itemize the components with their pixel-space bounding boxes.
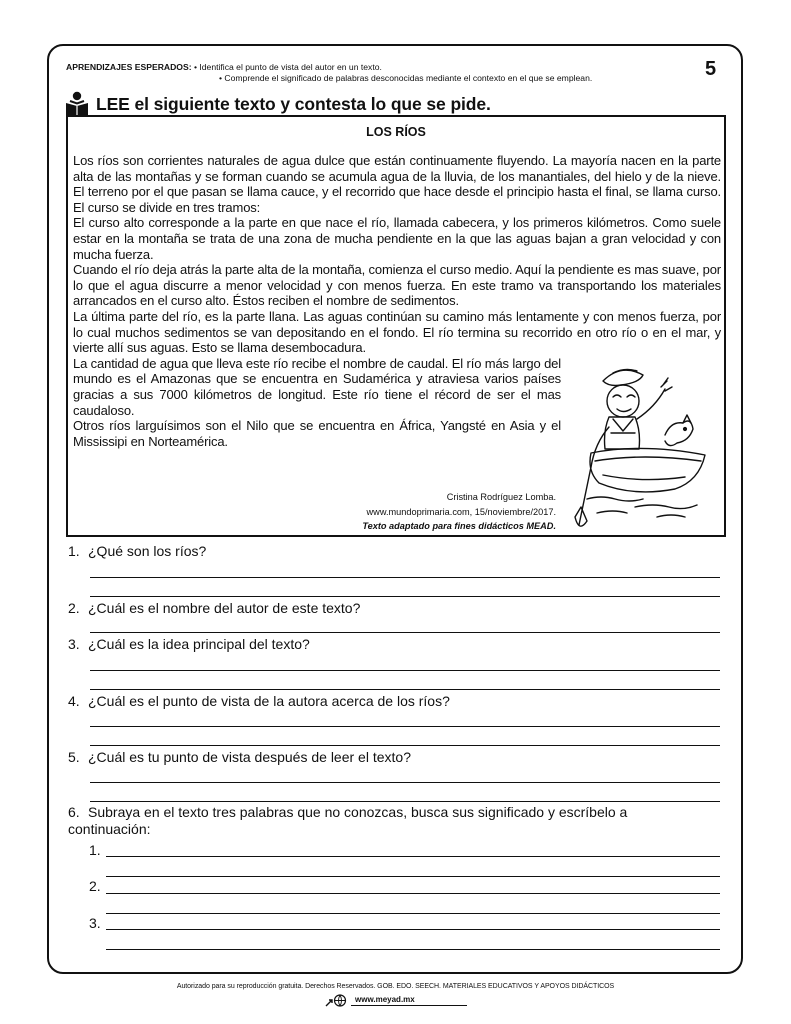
answer-line[interactable] [90, 577, 720, 578]
question-number: 5. [68, 749, 80, 765]
paragraph: Los ríos son corrientes naturales de agua dulce que están continuamente fluyendo. La mayoría nacen en la parte alta de las montañas y se forman cuando se acumula agua de la lluvia, de los manantiales, del hielo y de la nieve. El terreno por el que pasan se llama cauce, y el recorrido que hace desde el principio hasta el final, se llama curso. El curso se divide en tres tramos: [73, 153, 721, 215]
learning-objectives-label: APRENDIZAJES ESPERADOS: [66, 62, 192, 72]
answer-line[interactable] [90, 745, 720, 746]
answer-line[interactable] [106, 929, 720, 930]
sub-item-1: 1. [89, 842, 101, 858]
sub-item-2: 2. [89, 878, 101, 894]
question-text: ¿Cuál es el nombre del autor de este texto? [88, 600, 361, 616]
question-text: Subraya en el texto tres palabras que no conozcas, busca sus significado y escríbelo a continuación: [68, 804, 628, 837]
question-text: ¿Cuál es el punto de vista de la autora acerca de los ríos? [88, 693, 450, 709]
question-number: 4. [68, 693, 80, 709]
answer-line[interactable] [90, 670, 720, 671]
question-3 [68, 636, 310, 653]
reading-person-icon [64, 91, 90, 117]
paragraph: La última parte del río, es la parte llana. Las aguas continúan su camino más lentamente y con menos fuerza, por lo cual muchos sedimentos se van depositando en el fondo. El río termina su recorrido en otro río o en el mar, y vierte allí sus aguas. Esto se llama desembocadura. [73, 308, 721, 356]
author-name: Cristina Rodríguez Lomba. [446, 492, 556, 502]
learning-objective-1: • Identifica el punto de vista del autor en un texto. [193, 62, 382, 72]
question-number: 6. [68, 804, 80, 820]
answer-line[interactable] [90, 726, 720, 727]
globe-cursor-icon [325, 994, 347, 1007]
question-4 [68, 693, 450, 710]
paragraph: El curso alto corresponde a la parte en que nace el río, llamada cabecera, y los primeros kilómetros. Como suele estar en la montaña se trata de una zona de mucha pendiente en la que las aguas bajan a gran velocidad y con mucha fuerza. [73, 215, 721, 262]
reading-title: LOS RÍOS [366, 125, 426, 139]
answer-line[interactable] [106, 876, 720, 877]
question-number: 2. [68, 600, 80, 616]
answer-line[interactable] [90, 689, 720, 690]
question-text: ¿Cuál es tu punto de vista después de leer el texto? [88, 749, 411, 765]
sub-item-3: 3. [89, 915, 101, 931]
instruction-row [64, 91, 491, 117]
answer-line[interactable] [106, 913, 720, 914]
paragraph: La cantidad de agua que lleva este río recibe el nombre de caudal. El río más largo del mundo es el Amazonas que se encuentra en Sudamérica y atraviesa varios países gracias a sus 7000 kilómetros de longitud. Este río tiene el récord de ser el mas caudaloso. [73, 355, 561, 418]
page-number: 5 [705, 58, 717, 80]
reading-box [66, 115, 726, 537]
source-reference: www.mundoprimaria.com, 15/noviembre/2017. [366, 506, 556, 517]
question-5 [68, 749, 411, 766]
paragraph: Otros ríos larguísimos son el Nilo que se encuentra en África, Yangsté en Asia y el Mississipi en Norteamérica. [73, 418, 561, 449]
question-text: ¿Cuál es la idea principal del texto? [88, 636, 310, 652]
answer-line[interactable] [90, 632, 720, 633]
footer-link[interactable] [325, 994, 467, 1007]
boy-in-boat-illustration [573, 357, 713, 537]
learning-objective-2: • Comprende el significado de palabras desconocidas mediante el contexto en el que se emplean. [219, 73, 593, 83]
footer-notice: Autorizado para su reproducción gratuita. Derechos Reservados. GOB. EDO. SEECH. MATERIALES EDUCATIVOS Y APOYOS DIDÁCTICOS [176, 983, 615, 990]
question-text: ¿Qué son los ríos? [88, 543, 207, 559]
answer-line[interactable] [106, 856, 720, 857]
question-6 [68, 804, 708, 838]
answer-line[interactable] [106, 893, 720, 894]
adaptation-note: Texto adaptado para fines didácticos MEAD. [362, 521, 556, 531]
answer-line[interactable] [90, 782, 720, 783]
learning-objectives [66, 62, 686, 84]
answer-line[interactable] [90, 801, 720, 802]
answer-line[interactable] [106, 949, 720, 950]
question-number: 1. [68, 543, 80, 559]
instruction-text: LEE el siguiente texto y contesta lo que se pide. [96, 93, 491, 114]
footer-url[interactable]: www.meyad.mx [351, 995, 467, 1006]
reading-credits [362, 490, 556, 534]
question-1 [68, 543, 206, 560]
answer-line[interactable] [90, 596, 720, 597]
paragraph: Cuando el río deja atrás la parte alta de la montaña, comienza el curso medio. Aquí la pendiente es mas suave, por lo que el agua discurre a menor velocidad y con menos fuerza. En este tramo va transportando los materiales arrancados en el curso alto. Éstos reciben el nombre de sedimentos. [73, 262, 721, 309]
question-2 [68, 600, 360, 617]
question-number: 3. [68, 636, 80, 652]
